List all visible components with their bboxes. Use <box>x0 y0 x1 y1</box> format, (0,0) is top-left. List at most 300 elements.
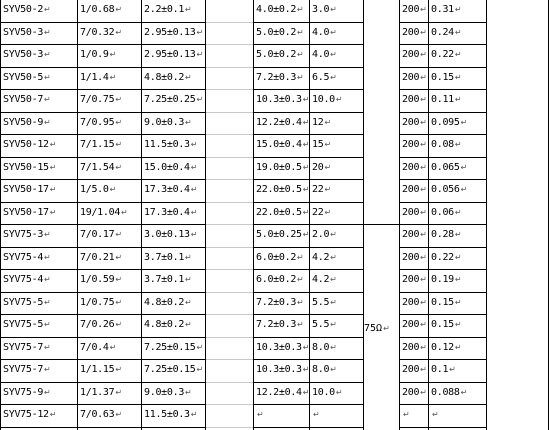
paragraph-mark: ↵ <box>185 275 192 284</box>
paragraph-mark: ↵ <box>190 230 198 239</box>
row-divider <box>253 314 363 315</box>
conductor-cell: 7/0.17↵ <box>80 229 123 240</box>
paragraph-mark: ↵ <box>420 320 427 329</box>
row-divider <box>205 359 253 360</box>
row-divider <box>205 134 253 135</box>
row-divider <box>253 112 363 113</box>
length-cell: 200↵ <box>402 116 427 128</box>
conductor-cell: 7/0.21↵ <box>80 251 123 263</box>
paragraph-mark: ↵ <box>302 387 309 397</box>
column-divider <box>486 0 487 430</box>
paragraph-mark: ↵ <box>297 72 304 82</box>
row-divider <box>0 404 205 405</box>
paragraph-mark: ↵ <box>185 297 192 307</box>
paragraph-mark: ↵ <box>420 27 427 37</box>
paragraph-mark: ↵ <box>454 230 462 239</box>
paragraph-mark: ↵ <box>196 50 204 59</box>
row-divider <box>363 224 399 225</box>
paragraph-mark: ↵ <box>302 365 309 374</box>
paragraph-mark: ↵ <box>44 117 51 127</box>
length-cell: 200↵ <box>402 161 427 173</box>
paragraph-mark: ↵ <box>115 5 123 14</box>
paragraph-mark: ↵ <box>420 275 427 284</box>
row-divider <box>0 427 205 428</box>
conductor-cell: 7/0.4↵ <box>80 341 117 353</box>
row-divider <box>253 22 363 23</box>
row-divider <box>399 157 486 158</box>
paragraph-mark: ↵ <box>44 387 51 397</box>
paragraph-mark: ↵ <box>190 410 198 419</box>
model-cell: SYV50-2↵ <box>3 4 51 15</box>
paragraph-mark: ↵ <box>257 410 264 419</box>
paragraph-mark: ↵ <box>420 185 427 194</box>
insulation-cell: 11.5±0.3↵ <box>144 139 198 150</box>
row-divider <box>205 427 253 428</box>
outer-diameter-cell: 7.2±0.3↵ <box>256 296 304 308</box>
conductor-cell: 7/1.54↵ <box>80 161 123 173</box>
paragraph-mark: ↵ <box>449 365 456 374</box>
length-cell: 200↵ <box>402 229 427 240</box>
weight-cell: 0.1↵ <box>431 364 456 375</box>
paragraph-mark: ↵ <box>302 207 309 217</box>
sheath-cell: 4.0↵ <box>312 49 337 60</box>
row-divider <box>205 179 253 180</box>
paragraph-mark: ↵ <box>44 365 51 374</box>
row-divider <box>205 292 253 293</box>
row-divider <box>0 314 205 315</box>
length-cell: 200↵ <box>402 49 427 60</box>
paragraph-mark: ↵ <box>302 140 309 149</box>
row-divider <box>0 112 205 113</box>
paragraph-mark: ↵ <box>49 185 57 194</box>
sheath-cell: 8.0↵ <box>312 341 337 353</box>
paragraph-mark: ↵ <box>115 410 123 419</box>
weight-cell: 0.24↵ <box>431 26 462 38</box>
column-divider <box>77 0 78 430</box>
paragraph-mark: ↵ <box>454 320 462 329</box>
paragraph-mark: ↵ <box>420 72 427 82</box>
paragraph-mark: ↵ <box>324 162 332 172</box>
paragraph-mark: ↵ <box>109 72 117 82</box>
insulation-cell: 17.3±0.4↵ <box>144 206 198 218</box>
weight-cell <box>429 404 486 427</box>
row-divider <box>399 112 486 113</box>
weight-cell: 0.095↵ <box>431 116 468 128</box>
insulation-cell: 17.3±0.4↵ <box>144 184 198 195</box>
row-divider <box>205 67 253 68</box>
paragraph-mark: ↵ <box>185 320 192 329</box>
paragraph-mark: ↵ <box>330 50 337 59</box>
row-divider <box>399 427 486 428</box>
model-cell: SYV50-5↵ <box>3 71 51 83</box>
paragraph-mark: ↵ <box>330 230 337 239</box>
row-divider <box>399 337 486 338</box>
conductor-cell: 7/0.32↵ <box>80 26 123 38</box>
row-divider <box>399 202 486 203</box>
sheath-cell: 5.5↵ <box>312 319 337 330</box>
insulation-cell: 4.8±0.2↵ <box>144 296 192 308</box>
paragraph-mark: ↵ <box>460 162 468 172</box>
paragraph-mark: ↵ <box>297 27 304 37</box>
paragraph-mark: ↵ <box>115 252 123 262</box>
insulation-cell: 4.8±0.2↵ <box>144 71 192 83</box>
row-divider <box>399 67 486 68</box>
insulation-cell: 7.25±0.15↵ <box>144 341 204 353</box>
outer-diameter-cell: 7.2±0.3↵ <box>256 319 304 330</box>
sheath-cell <box>310 404 363 427</box>
paragraph-mark: ↵ <box>44 50 51 59</box>
row-divider <box>205 157 253 158</box>
paragraph-mark: ↵ <box>454 5 462 14</box>
model-cell: SYV75-12↵ <box>3 409 57 420</box>
paragraph-mark: ↵ <box>115 275 123 284</box>
paragraph-mark: ↵ <box>420 387 427 397</box>
outer-diameter-cell: 12.2±0.4↵ <box>256 116 309 128</box>
paragraph-mark: ↵ <box>454 252 462 262</box>
paragraph-mark: ↵ <box>109 185 117 194</box>
paragraph-mark: ↵ <box>454 207 462 217</box>
paragraph-mark: ↵ <box>44 27 51 37</box>
outer-diameter-cell: 22.0±0.5↵ <box>256 184 309 195</box>
insulation-cell: 7.25±0.15↵ <box>144 364 204 375</box>
row-divider <box>253 157 363 158</box>
weight-cell: 0.19↵ <box>431 274 462 285</box>
length-cell: 200↵ <box>402 251 427 263</box>
sheath-cell: 10.0↵ <box>312 94 343 105</box>
row-divider <box>399 89 486 90</box>
paragraph-mark: ↵ <box>49 162 57 172</box>
weight-cell: 0.11↵ <box>431 94 462 105</box>
length-cell: 200↵ <box>402 206 427 218</box>
column-divider <box>363 0 364 430</box>
paragraph-mark: ↵ <box>44 275 51 284</box>
row-divider <box>0 134 205 135</box>
paragraph-mark: ↵ <box>190 140 198 149</box>
sheath-cell: 3.0↵ <box>312 4 337 15</box>
insulation-cell: 3.0±0.13↵ <box>144 229 198 240</box>
row-divider <box>205 112 253 113</box>
weight-cell: 0.056↵ <box>431 184 468 195</box>
row-divider <box>253 134 363 135</box>
paragraph-mark: ↵ <box>330 342 337 352</box>
paragraph-mark: ↵ <box>297 275 304 284</box>
length-cell: 200↵ <box>402 71 427 83</box>
impedance-label: 75Ω↵ <box>364 323 390 334</box>
model-cell: SYV50-9↵ <box>3 116 51 128</box>
row-divider <box>205 382 253 383</box>
weight-cell: 0.15↵ <box>431 319 462 330</box>
paragraph-mark: ↵ <box>185 5 192 14</box>
sheath-cell: 20↵ <box>312 161 332 173</box>
paragraph-mark: ↵ <box>454 50 462 59</box>
paragraph-mark: ↵ <box>302 162 309 172</box>
paragraph-mark: ↵ <box>330 320 337 329</box>
outer-diameter-cell: 22.0±0.5↵ <box>256 206 309 218</box>
row-divider <box>253 337 363 338</box>
row-divider <box>205 22 253 23</box>
paragraph-mark: ↵ <box>335 387 343 397</box>
paragraph-mark: ↵ <box>454 275 462 284</box>
column-divider <box>141 0 142 430</box>
row-divider <box>253 382 363 383</box>
paragraph-mark: ↵ <box>115 117 123 127</box>
paragraph-mark: ↵ <box>432 410 439 419</box>
paragraph-mark: ↵ <box>330 365 337 374</box>
paragraph-mark: ↵ <box>420 252 427 262</box>
insulation-cell: 7.25±0.25↵ <box>144 94 204 105</box>
model-cell: SYV50-3↵ <box>3 26 51 38</box>
insulation-cell: 2.95±0.13↵ <box>144 26 204 38</box>
paragraph-mark: ↵ <box>190 162 198 172</box>
paragraph-mark: ↵ <box>460 387 468 397</box>
model-cell: SYV50-7↵ <box>3 94 51 105</box>
length-cell: 200↵ <box>402 274 427 285</box>
paragraph-mark: ↵ <box>196 365 204 374</box>
weight-cell: 0.08↵ <box>431 139 462 150</box>
paragraph-mark: ↵ <box>44 95 51 104</box>
column-divider <box>0 0 1 430</box>
paragraph-mark: ↵ <box>420 140 427 149</box>
model-cell: SYV75-7↵ <box>3 341 51 353</box>
paragraph-mark: ↵ <box>115 365 123 374</box>
outer-diameter-cell: 4.0±0.2↵ <box>256 4 304 15</box>
paragraph-mark: ↵ <box>190 185 198 194</box>
paragraph-mark: ↵ <box>420 95 427 104</box>
insulation-cell: 2.95±0.13↵ <box>144 49 204 60</box>
row-divider <box>399 44 486 45</box>
paragraph-mark: ↵ <box>49 207 57 217</box>
length-cell: 200↵ <box>402 319 427 330</box>
weight-cell: 0.15↵ <box>431 71 462 83</box>
paragraph-mark: ↵ <box>115 297 123 307</box>
row-divider <box>253 89 363 90</box>
paragraph-mark: ↵ <box>302 117 309 127</box>
row-divider <box>205 247 253 248</box>
weight-cell: 0.065↵ <box>431 161 468 173</box>
row-divider <box>0 67 205 68</box>
row-divider <box>0 157 205 158</box>
outer-diameter-cell: 5.0±0.2↵ <box>256 26 304 38</box>
row-divider <box>253 404 363 405</box>
paragraph-mark: ↵ <box>302 230 309 239</box>
conductor-cell: 1/5.0↵ <box>80 184 117 195</box>
sheath-cell: 15↵ <box>312 139 332 150</box>
conductor-cell: 1/0.9↵ <box>80 49 117 60</box>
row-divider <box>253 247 363 248</box>
conductor-cell: 7/0.63↵ <box>80 409 123 420</box>
row-divider <box>205 314 253 315</box>
paragraph-mark: ↵ <box>460 185 468 194</box>
row-divider <box>0 292 205 293</box>
paragraph-mark: ↵ <box>49 140 57 149</box>
model-cell: SYV50-17↵ <box>3 184 57 195</box>
row-divider <box>0 382 205 383</box>
row-divider <box>399 134 486 135</box>
row-divider <box>253 67 363 68</box>
paragraph-mark: ↵ <box>420 50 427 59</box>
paragraph-mark: ↵ <box>302 342 309 352</box>
paragraph-mark: ↵ <box>420 207 427 217</box>
sheath-cell: 4.2↵ <box>312 274 337 285</box>
sheath-cell: 10.0↵ <box>312 386 343 398</box>
paragraph-mark: ↵ <box>454 27 462 37</box>
outer-diameter-cell: 5.0±0.2↵ <box>256 49 304 60</box>
row-divider <box>0 179 205 180</box>
sheath-cell: 22↵ <box>312 206 332 218</box>
outer-diameter-cell: 19.0±0.5↵ <box>256 161 309 173</box>
conductor-cell: 7/1.15↵ <box>80 139 123 150</box>
length-cell <box>400 404 428 427</box>
outer-diameter-cell: 15.0±0.4↵ <box>256 139 309 150</box>
paragraph-mark: ↵ <box>297 50 304 59</box>
conductor-cell: 7/0.95↵ <box>80 116 123 128</box>
weight-cell: 0.06↵ <box>431 206 462 218</box>
insulation-cell: 9.0±0.3↵ <box>144 116 192 128</box>
sheath-cell: 4.2↵ <box>312 251 337 263</box>
paragraph-mark: ↵ <box>302 95 309 104</box>
weight-cell: 0.22↵ <box>431 49 462 60</box>
paragraph-mark: ↵ <box>454 140 462 149</box>
paragraph-mark: ↵ <box>115 162 123 172</box>
conductor-cell: 1/1.15↵ <box>80 364 123 375</box>
conductor-cell: 1/1.4↵ <box>80 71 117 83</box>
sheath-cell: 2.0↵ <box>312 229 337 240</box>
row-divider <box>205 224 253 225</box>
outer-diameter-cell: 12.2±0.4↵ <box>256 386 309 398</box>
conductor-cell: 1/0.75↵ <box>80 296 123 308</box>
paragraph-mark: ↵ <box>185 252 192 262</box>
paragraph-mark: ↵ <box>454 342 462 352</box>
paragraph-mark: ↵ <box>115 95 123 104</box>
row-divider <box>253 292 363 293</box>
paragraph-mark: ↵ <box>420 297 427 307</box>
paragraph-mark: ↵ <box>383 324 390 333</box>
model-cell: SYV75-9↵ <box>3 386 51 398</box>
row-divider <box>253 269 363 270</box>
paragraph-mark: ↵ <box>420 365 427 374</box>
paragraph-mark: ↵ <box>330 27 337 37</box>
paragraph-mark: ↵ <box>185 117 192 127</box>
row-divider <box>0 202 205 203</box>
paragraph-mark: ↵ <box>420 230 427 239</box>
sheath-cell: 5.5↵ <box>312 296 337 308</box>
paragraph-mark: ↵ <box>420 342 427 352</box>
sheath-cell: 8.0↵ <box>312 364 337 375</box>
paragraph-mark: ↵ <box>196 95 204 104</box>
row-divider <box>399 314 486 315</box>
row-divider <box>205 44 253 45</box>
insulation-cell: 3.7±0.1↵ <box>144 251 192 263</box>
model-cell: SYV75-3↵ <box>3 229 51 240</box>
paragraph-mark: ↵ <box>44 342 51 352</box>
weight-cell: 0.31↵ <box>431 4 462 15</box>
paragraph-mark: ↵ <box>185 387 192 397</box>
paragraph-mark: ↵ <box>335 95 343 104</box>
paragraph-mark: ↵ <box>403 410 410 419</box>
row-divider <box>253 224 363 225</box>
weight-cell: 0.28↵ <box>431 229 462 240</box>
paragraph-mark: ↵ <box>324 117 332 127</box>
column-divider <box>253 0 254 430</box>
paragraph-mark: ↵ <box>44 72 51 82</box>
insulation-cell: 9.0±0.3↵ <box>144 386 192 398</box>
row-divider <box>253 202 363 203</box>
length-cell: 200↵ <box>402 386 427 398</box>
row-divider <box>0 359 205 360</box>
paragraph-mark: ↵ <box>330 297 337 307</box>
row-divider <box>399 179 486 180</box>
insulation-cell: 11.5±0.3↵ <box>144 409 198 420</box>
insulation-cell: 3.7±0.1↵ <box>144 274 192 285</box>
row-divider <box>0 247 205 248</box>
paragraph-mark: ↵ <box>330 72 337 82</box>
column-divider <box>309 0 310 430</box>
paragraph-mark: ↵ <box>420 5 427 14</box>
paragraph-mark: ↵ <box>121 207 128 217</box>
paragraph-mark: ↵ <box>297 5 304 14</box>
row-divider <box>399 224 486 225</box>
row-divider <box>205 337 253 338</box>
model-cell: SYV50-3↵ <box>3 49 51 60</box>
outer-diameter-cell: 6.0±0.2↵ <box>256 251 304 263</box>
row-divider <box>399 292 486 293</box>
paragraph-mark: ↵ <box>115 140 123 149</box>
row-divider <box>0 22 205 23</box>
paragraph-mark: ↵ <box>420 162 427 172</box>
paragraph-mark: ↵ <box>115 27 123 37</box>
paragraph-mark: ↵ <box>297 252 304 262</box>
sheath-cell: 4.0↵ <box>312 26 337 38</box>
length-cell: 200↵ <box>402 4 427 15</box>
paragraph-mark: ↵ <box>196 27 204 37</box>
length-cell: 200↵ <box>402 296 427 308</box>
paragraph-mark: ↵ <box>330 275 337 284</box>
model-cell: SYV50-17↵ <box>3 206 57 218</box>
paragraph-mark: ↵ <box>49 410 57 419</box>
weight-cell: 0.12↵ <box>431 341 462 353</box>
model-cell: SYV75-4↵ <box>3 251 51 263</box>
length-cell: 200↵ <box>402 364 427 375</box>
paragraph-mark: ↵ <box>297 320 304 329</box>
row-divider <box>399 359 486 360</box>
row-divider <box>205 202 253 203</box>
conductor-cell: 1/0.68↵ <box>80 4 123 15</box>
paragraph-mark: ↵ <box>185 72 192 82</box>
paragraph-mark: ↵ <box>115 387 123 397</box>
sheath-cell: 22↵ <box>312 184 332 195</box>
row-divider <box>205 269 253 270</box>
column-divider <box>428 0 429 430</box>
paragraph-mark: ↵ <box>44 252 51 262</box>
length-cell: 200↵ <box>402 94 427 105</box>
model-cell: SYV50-15↵ <box>3 161 57 173</box>
paragraph-mark: ↵ <box>109 50 117 59</box>
paragraph-mark: ↵ <box>313 410 320 419</box>
outer-diameter-cell: 5.0±0.25↵ <box>256 229 309 240</box>
paragraph-mark: ↵ <box>190 207 198 217</box>
paragraph-mark: ↵ <box>44 320 51 329</box>
paragraph-mark: ↵ <box>44 230 51 239</box>
paragraph-mark: ↵ <box>109 342 117 352</box>
row-divider <box>399 22 486 23</box>
paragraph-mark: ↵ <box>115 320 123 329</box>
insulation-cell: 2.2±0.1↵ <box>144 4 192 15</box>
outer-diameter-cell: 10.3±0.3↵ <box>256 364 309 375</box>
length-cell: 200↵ <box>402 26 427 38</box>
paragraph-mark: ↵ <box>454 95 462 104</box>
insulation-cell: 15.0±0.4↵ <box>144 161 198 173</box>
row-divider <box>253 179 363 180</box>
